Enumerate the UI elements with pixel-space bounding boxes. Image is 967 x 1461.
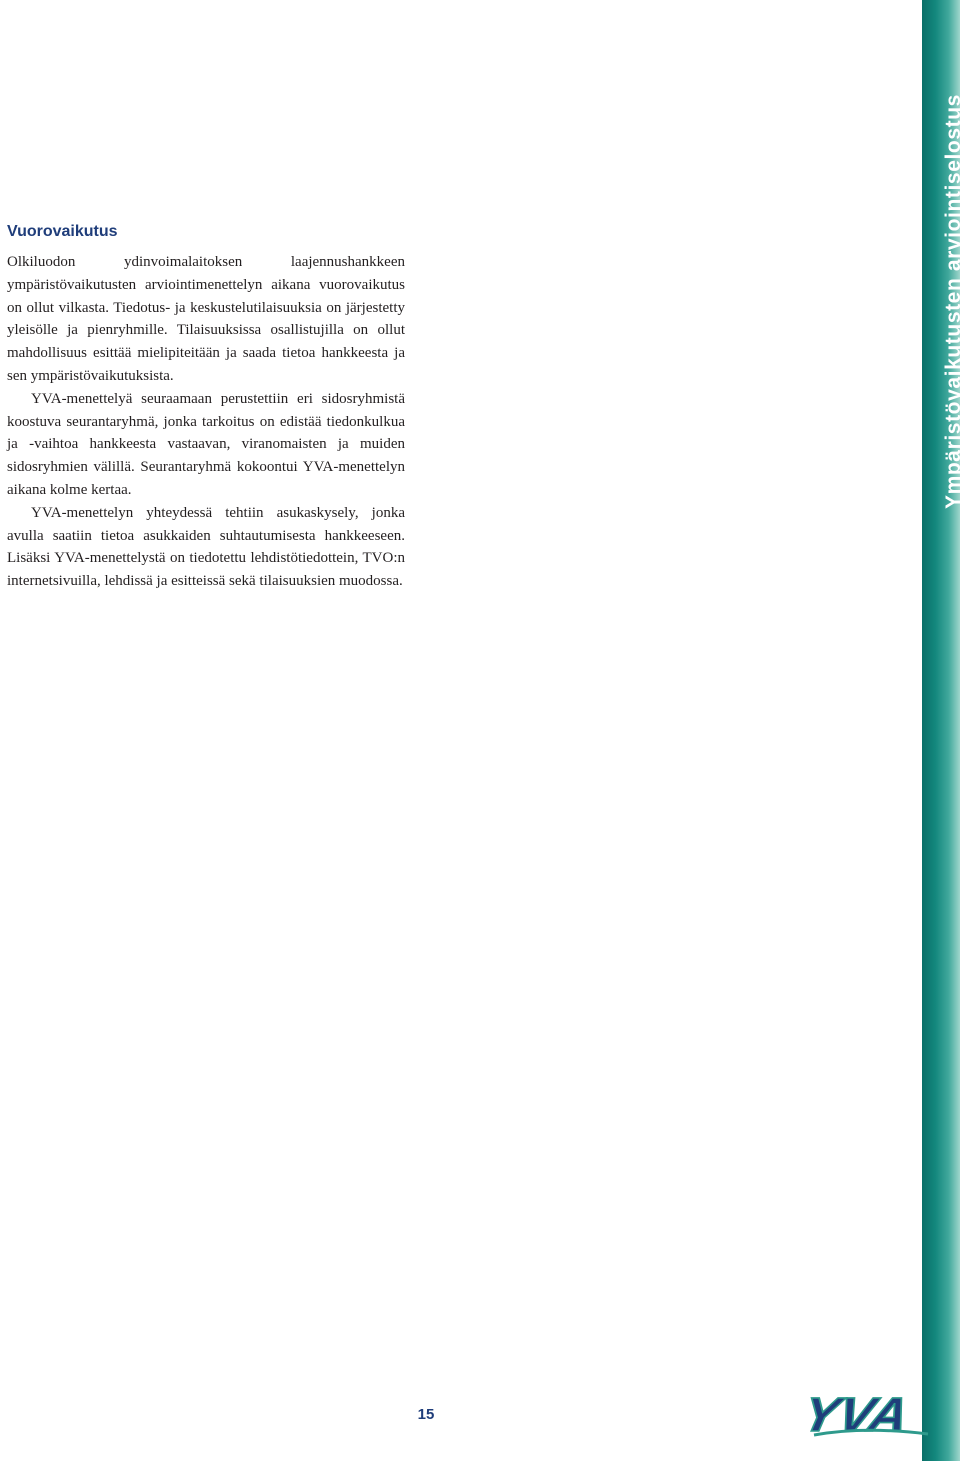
page-number: 15 <box>417 1406 435 1423</box>
section-heading: Vuorovaikutus <box>7 223 118 240</box>
paragraph-asukaskysely: YVA-menettelyn yhteydessä tehtiin asukaskysely, jonka avulla saatiin tietoa asukkaiden suhtautumisesta hankkeeseen. Lisäksi YVA-menettelystä on tiedotettu lehdistötiedottein, TVO:n internetsivuilla, lehdissä ja esitteissä sekä tilaisuuksien muodossa. <box>7 504 405 590</box>
text-column <box>7 222 405 593</box>
yva-logo-icon <box>797 1385 930 1443</box>
side-band-title: Ympäristövaikutusten arviointiselostus <box>942 94 965 509</box>
paragraph-intro: Olkiluodon ydinvoimalaitoksen laajennushankkeen ympäristövaikutusten arviointimenettelyn aikana vuorovaikutus on ollut vilkasta. Tiedotus- ja keskustelutilaisuuksia on järjestetty yleisölle ja pienryhmille. Tilaisuuksissa osallistujilla on ollut mahdollisuus esittää mielipiteitään ja saada tietoa hankkeesta ja sen ympäristövaikutuksista. <box>7 254 405 384</box>
yva-logo-text: YVA <box>797 1388 905 1442</box>
paragraph-seurantaryhma: YVA-menettelyä seuraamaan perustettiin eri sidosryhmistä koostuva seurantaryhmä, jonka tarkoitus on edistää tiedonkulkua ja -vaihtoa hankkeesta vastaavan, viranomaisten ja muiden sidosryhmien välillä. Seurantaryhmä kokoontui YVA-menettelyn aikana kolme kertaa. <box>7 390 405 498</box>
